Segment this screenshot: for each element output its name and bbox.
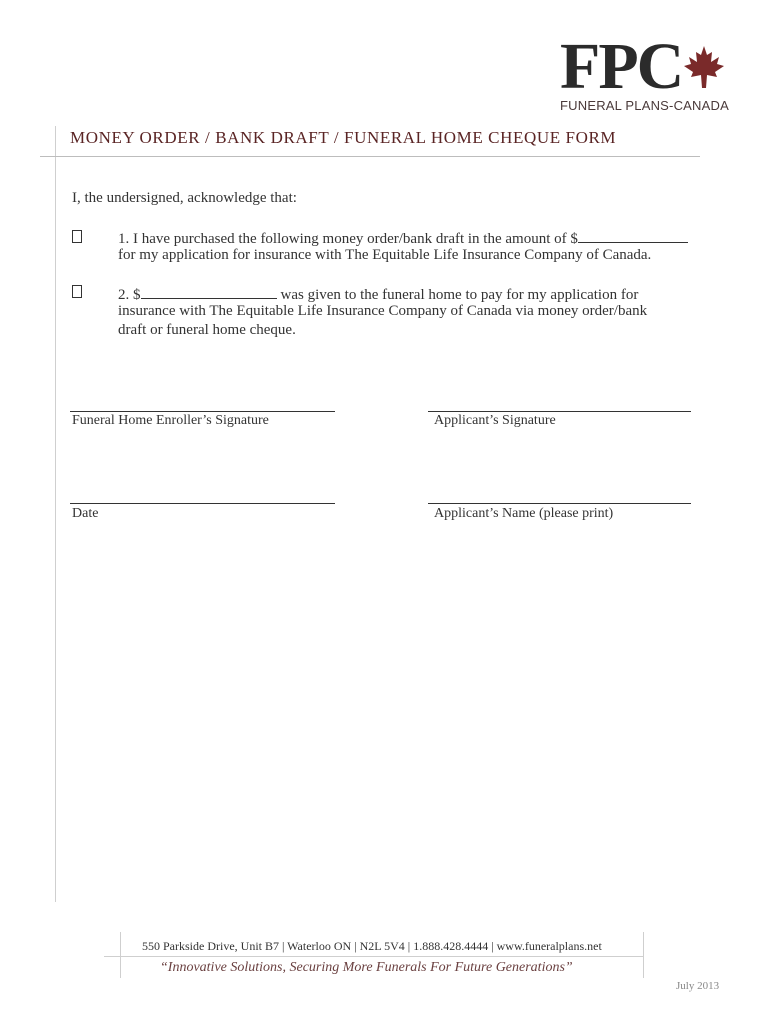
intro-text: I, the undersigned, acknowledge that: [72,190,297,206]
item2-line1 [118,284,638,304]
footer-address: 550 Parkside Drive, Unit B7 | Waterloo ON | N2L 5V4 | 1.888.428.4444 | www.funeralplans.net [142,939,602,953]
footer-tagline: “Innovative Solutions, Securing More Funerals For Future Generations” [160,960,573,975]
item1-line1 [118,228,688,248]
logo-subtitle: FUNERAL PLANS-CANADA [560,98,729,113]
maple-leaf-icon [684,46,724,90]
item1-line2: for my application for insurance with The Equitable Life Insurance Company of Canada. [118,247,652,263]
item1-checkbox[interactable] [72,230,82,243]
applicant-name-label: Applicant’s Name (please print) [434,506,614,521]
item2-amount-field[interactable] [141,284,277,299]
enroller-signature-field[interactable] [70,411,335,412]
enroller-signature-label: Funeral Home Enroller’s Signature [72,413,269,428]
date-field[interactable] [70,503,335,504]
item2-checkbox[interactable] [72,285,82,298]
applicant-name-field[interactable] [428,503,691,504]
title-underline-rule [40,156,700,157]
form-title: MONEY ORDER / BANK DRAFT / FUNERAL HOME CHEQUE FORM [70,128,617,147]
footer-divider [104,956,644,957]
item2-line2: insurance with The Equitable Life Insurance Company of Canada via money order/bank [118,303,648,319]
item1-line1-text: 1. I have purchased the following money order/bank draft in the amount of $ [118,231,578,247]
footer-right-rule [643,932,644,978]
revision-date: July 2013 [676,980,720,992]
applicant-signature-field[interactable] [428,411,691,412]
company-logo [560,30,730,116]
date-label: Date [72,506,99,521]
applicant-signature-label: Applicant’s Signature [434,413,556,428]
left-margin-rule [55,126,56,902]
item2-line1-prefix: 2. $ [118,287,141,303]
footer-left-rule [120,932,121,978]
item2-line3: draft or funeral home cheque. [118,322,296,338]
item1-amount-field[interactable] [578,228,688,243]
logo-mark: FPC [560,30,683,103]
item2-line1-suffix: was given to the funeral home to pay for my application for [280,287,639,303]
